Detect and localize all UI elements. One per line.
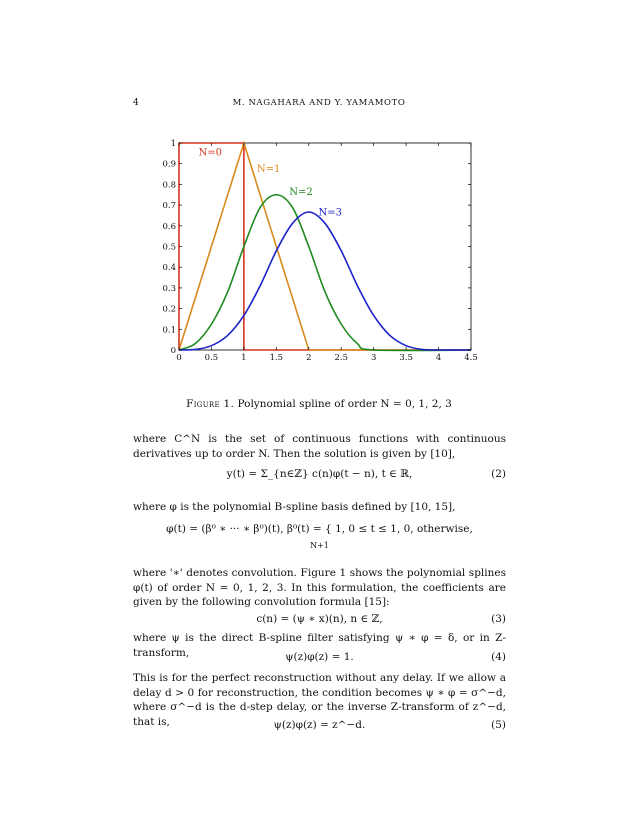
- series-n-1: [179, 143, 471, 350]
- paragraph-2: where φ is the polynomial B-spline basis defined by [10, 15],: [133, 501, 456, 513]
- y-tick-label: 0: [170, 346, 176, 356]
- equation-3-body: c(n) = (ψ ∗ x)(n), n ∈ ℤ,: [256, 613, 383, 625]
- chart-lines: [179, 143, 471, 350]
- annotation-n-2: N=2: [289, 186, 313, 198]
- paragraph-5: This is for the perfect reconstruction without any delay. If we allow a delay d > 0 for reconstruction, the condition becomes ψ ∗ φ = σ^−d, where σ^−d is the d-step delay, or the inverse Z-transform of z^−d, that is,: [133, 672, 506, 728]
- x-tick-label: 0.5: [204, 353, 219, 363]
- plot-frame: [179, 143, 471, 350]
- x-tick-label: 3.5: [399, 353, 413, 363]
- annotation-n-0: N=0: [198, 147, 222, 159]
- chart-annotations: [198, 147, 342, 218]
- equation-4-body: ψ(z)φ(z) = 1.: [285, 651, 354, 663]
- x-tick-label: 4.5: [464, 353, 478, 363]
- caption-label: Figure 1.: [186, 398, 235, 410]
- equation-5-body: ψ(z)φ(z) = z^−d.: [273, 719, 366, 731]
- equation-3-number: (3): [491, 613, 506, 625]
- y-tick-label: 0.3: [162, 283, 176, 294]
- equation-2-number: (2): [491, 468, 506, 480]
- y-tick-label: 0.4: [162, 263, 176, 274]
- equation-3: [133, 613, 506, 629]
- equation-5-number: (5): [491, 719, 506, 731]
- paragraph-1: where C^N is the set of continuous functions with continuous derivatives up to order N. Then the solution is given by [10],: [133, 433, 506, 460]
- equation-phi-underbrace: N+1: [310, 541, 329, 550]
- y-tick-label: 1: [170, 139, 176, 149]
- x-tick-label: 2.5: [334, 353, 348, 363]
- x-tick-label: 2: [306, 353, 312, 363]
- running-head: M. NAGAHARA AND Y. YAMAMOTO: [232, 98, 406, 108]
- series-n-3: [179, 212, 471, 350]
- y-tick-label: 0.7: [162, 201, 176, 212]
- equation-2-body: y(t) = Σ_{n∈ℤ} c(n)φ(t − n), t ∈ ℝ,: [226, 468, 413, 480]
- chart-axes: [179, 143, 471, 350]
- x-tick-label: 3: [370, 353, 377, 363]
- equation-phi: [133, 523, 506, 557]
- y-tick-label: 0.5: [162, 242, 176, 253]
- annotation-n-1: N=1: [256, 163, 281, 175]
- equation-5: [133, 719, 506, 735]
- caption-text: Polynomial spline of order N = 0, 1, 2, 3: [237, 398, 452, 410]
- figure-caption: [0, 398, 638, 410]
- paragraph-4: where ψ is the direct B-spline filter satisfying ψ ∗ φ = δ, or in Z-transform,: [133, 632, 506, 659]
- equation-4: [133, 651, 506, 667]
- equation-phi-body: φ(t) = (β⁰ ∗ ··· ∗ β⁰)(t), β⁰(t) = { 1, 0 ≤ t ≤ 1, 0, otherwise,: [166, 523, 473, 535]
- paragraph-3: where '∗' denotes convolution. Figure 1 shows the polynomial splines φ(t) of order N = 0, 1, 2, 3. In this formulation, the coefficients are given by the following convolution formula [15]:: [133, 567, 506, 608]
- equation-2: [133, 468, 506, 490]
- annotation-n-3: N=3: [318, 207, 343, 219]
- y-tick-label: 0.2: [162, 304, 176, 315]
- y-tick-label: 0.1: [162, 325, 176, 336]
- x-tick-label: 1.5: [269, 353, 284, 363]
- series-n-0: [179, 143, 471, 350]
- y-tick-label: 0.9: [162, 159, 176, 170]
- x-tick-label: 0: [176, 353, 182, 363]
- y-tick-label: 0.6: [162, 221, 176, 232]
- spline-chart: [0, 0, 638, 380]
- x-tick-label: 4: [435, 353, 442, 363]
- y-tick-label: 0.8: [162, 180, 176, 191]
- page-number: 4: [133, 98, 139, 108]
- x-tick-label: 1: [241, 353, 247, 363]
- equation-4-number: (4): [491, 651, 506, 663]
